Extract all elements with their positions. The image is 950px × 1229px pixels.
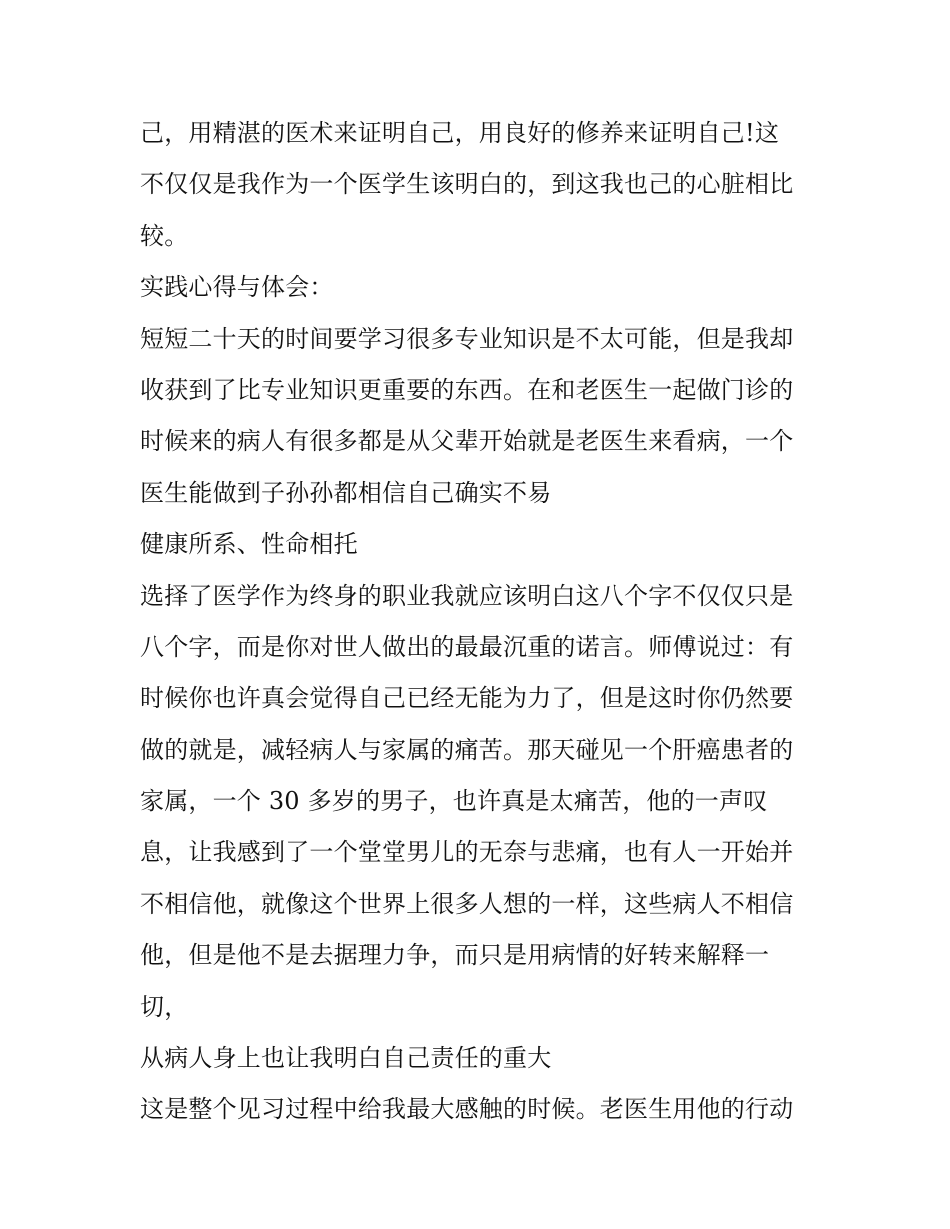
text-line: 时候来的病人有很多都是从父辈开始就是老医生来看病，一个 [140, 427, 794, 456]
text-line: 收获到了比专业知识更重要的东西。在和老医生一起做门诊的 [140, 375, 794, 404]
text-line: 切， [140, 992, 189, 1021]
section-heading: 健康所系、性命相托 [140, 530, 358, 559]
section-heading: 实践心得与体会： [140, 273, 334, 302]
text-line: 医生能做到子孙孙都相信自己确实不易 [140, 478, 552, 507]
body-text [140, 108, 820, 1136]
text-line: 时候你也许真会觉得自己已经无能为力了，但是这时你仍然要 [140, 684, 794, 713]
text-line: 较。 [140, 221, 189, 250]
text-line: 家属，一个 30 多岁的男子，也许真是太痛苦，他的一声叹 [140, 787, 768, 816]
text-line: 八个字，而是你对世人做出的最最沉重的诺言。师傅说过：有 [140, 632, 794, 661]
text-line: 不相信他，就像这个世界上很多人想的一样，这些病人不相信 [140, 889, 794, 918]
text-line: 选择了医学作为终身的职业我就应该明白这八个字不仅仅只是 [140, 581, 794, 610]
text-line: 做的就是，减轻病人与家属的痛苦。那天碰见一个肝癌患者的 [140, 735, 794, 764]
text-line: 不仅仅是我作为一个医学生该明白的，到这我也己的心脏相比 [140, 170, 794, 199]
section-heading: 从病人身上也让我明白自己责任的重大 [140, 1044, 552, 1073]
text-line: 这是整个见习过程中给我最大感触的时候。老医生用他的行动 [140, 1095, 794, 1124]
text-line: 短短二十天的时间要学习很多专业知识是不太可能，但是我却 [140, 324, 794, 353]
text-line: 己，用精湛的医术来证明自己，用良好的修养来证明自己!这 [140, 119, 780, 147]
text-line: 他，但是他不是去据理力争，而只是用病情的好转来解释一 [140, 941, 770, 970]
text-line: 息，让我感到了一个堂堂男儿的无奈与悲痛，也有人一开始并 [140, 838, 794, 867]
